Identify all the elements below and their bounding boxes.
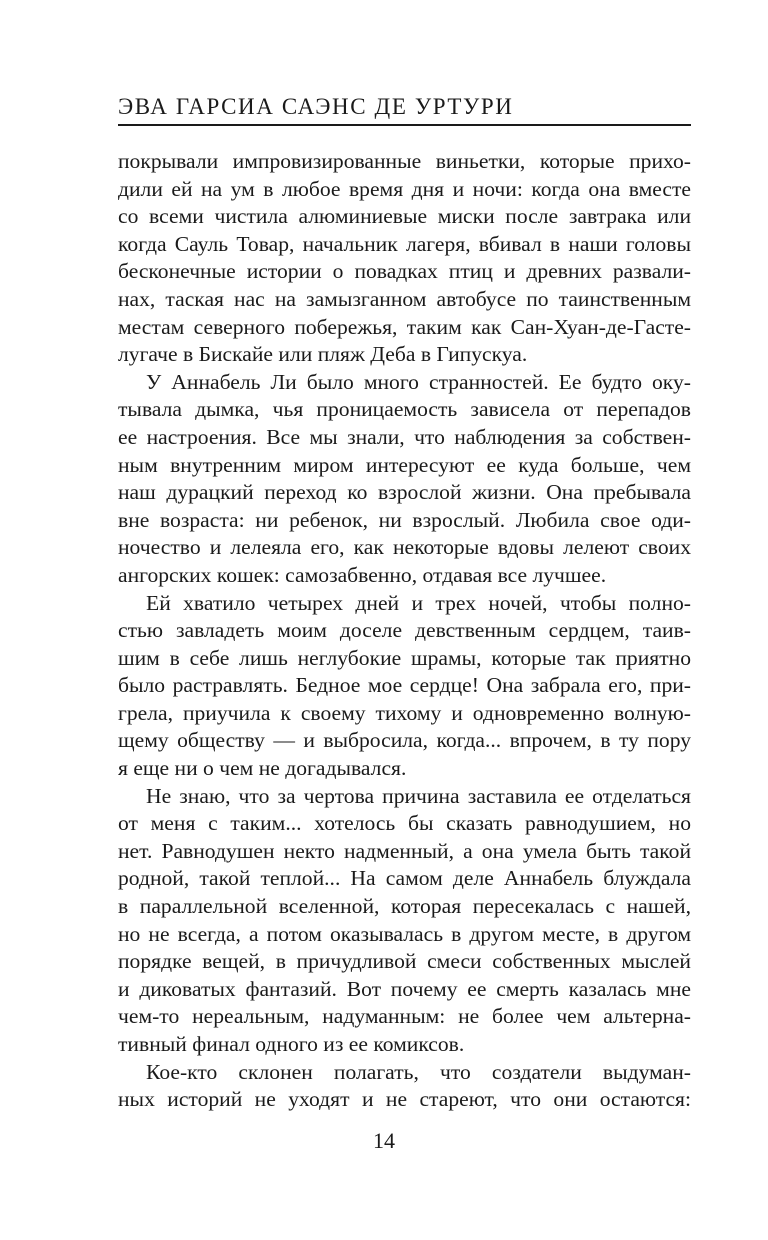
- text-line: ангорских кошек: самозабвенно, отдавая все лучшее.: [118, 562, 607, 587]
- text-line: наш дурацкий переход ко взрослой жизни. Она пребывала: [118, 480, 691, 505]
- text-line: Ей хватило четырех дней и трех ночей, чтобы полно-: [146, 590, 691, 615]
- text-line: в параллельной вселенной, которая пересекалась с нашей,: [118, 894, 691, 919]
- text-line: нет. Равнодушен некто надменный, а она умела быть такой: [118, 838, 691, 863]
- paragraph-4: [118, 783, 691, 1059]
- text-line: тивный финал одного из ее комиксов.: [118, 1032, 465, 1056]
- paragraph-3: [118, 590, 691, 783]
- paragraph-5: [118, 1059, 691, 1114]
- paragraph-2: [118, 369, 691, 590]
- text-line: щему обществу — и выбросила, когда... впрочем, в ту пору: [118, 728, 691, 753]
- text-line: чем-то нереальным, надуманным: не более чем альтерна-: [118, 1004, 691, 1029]
- text-line: ночество и лелеяла его, как некоторые вдовы лелеют своих: [118, 535, 691, 560]
- text-line: порядке вещей, в причудливой смеси собственных мыслей: [118, 949, 691, 974]
- text-line: грела, приучила к своему тихому и одновременно волную-: [118, 700, 691, 725]
- text-line: но не всегда, а потом оказывалась в другом месте, в другом: [118, 921, 691, 946]
- text-line: родной, такой теплой... На самом деле Аннабель блуждала: [118, 866, 691, 891]
- text-line: ных историй не уходят и не стареют, что они остаются:: [118, 1087, 691, 1112]
- text-line: и диковатых фантазий. Вот почему ее смерть казалась мне: [118, 976, 691, 1001]
- text-line: У Аннабель Ли было много странностей. Ее будто оку-: [146, 369, 691, 394]
- text-line: Не знаю, что за чертова причина заставила ее отделаться: [146, 783, 691, 808]
- text-line: покрывали импровизированные виньетки, которые прихо-: [118, 149, 691, 173]
- text-line: от меня с таким... хотелось бы сказать равнодушием, но: [118, 811, 691, 836]
- text-line: ее настроения. Все мы знали, что наблюдения за собствен-: [118, 424, 691, 449]
- text-line: я еще ни о чем не догадывался.: [118, 756, 407, 781]
- text-line: бесконечные истории о повадках птиц и древних развали-: [118, 259, 691, 284]
- header-rule: [118, 124, 691, 126]
- text-line: стью завладеть моим доселе девственным сердцем, таив-: [118, 618, 691, 643]
- text-line: дили ей на ум в любое время дня и ночи: когда она вместе: [118, 176, 691, 201]
- running-head-author: ЭВА ГАРСИА САЭНС ДЕ УРТУРИ: [118, 94, 514, 119]
- body-text: [118, 148, 691, 1114]
- page-number: 14: [373, 1128, 395, 1153]
- text-line: было растравлять. Бедное мое сердце! Она забрала его, при-: [118, 673, 691, 698]
- text-line: тывала дымка, чья проницаемость зависела от перепадов: [118, 397, 691, 422]
- text-line: когда Сауль Товар, начальник лагеря, вбивал в наши головы: [118, 231, 691, 256]
- text-line: нах, таская нас на замызганном автобусе по таинственным: [118, 286, 691, 311]
- paragraph-1: [118, 148, 691, 369]
- text-line: местам северного побережья, таким как Сан-Хуан-де-Гасте-: [118, 314, 691, 339]
- text-line: шим в себе лишь неглубокие шрамы, которые так приятно: [118, 645, 691, 670]
- text-line: со всеми чистила алюминиевые миски после завтрака или: [118, 204, 691, 229]
- text-line: вне возраста: ни ребенок, ни взрослый. Любила свое оди-: [118, 507, 691, 532]
- text-line: Кое-кто склонен полагать, что создатели выдуман-: [146, 1059, 691, 1084]
- text-line: ным внутренним миром интересуют ее куда больше, чем: [118, 452, 691, 477]
- text-line: лугаче в Бискайе или пляж Деба в Гипускуа.: [118, 342, 528, 367]
